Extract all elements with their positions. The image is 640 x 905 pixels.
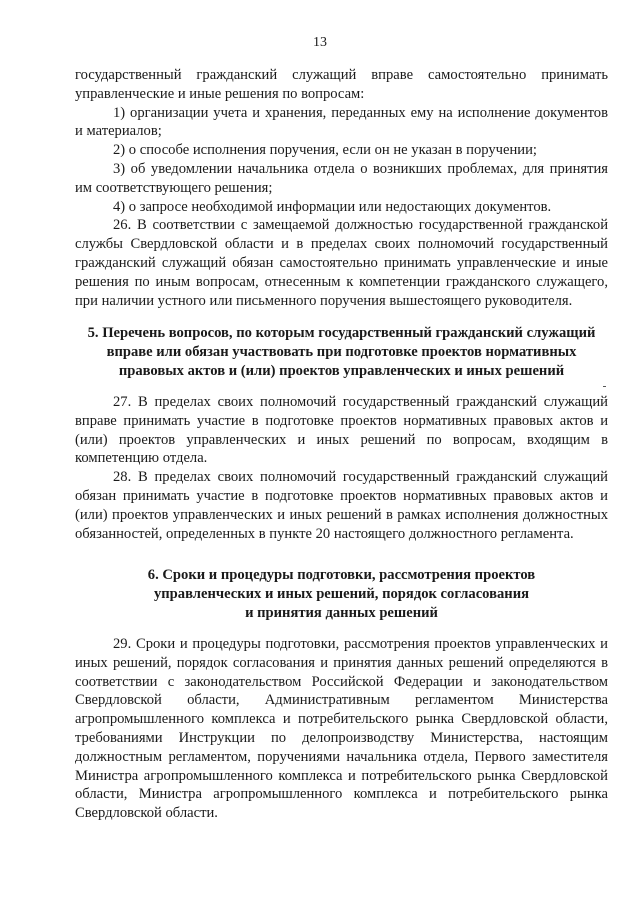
section-6-heading-line: 6. Сроки и процедуры подготовки, рассмотрения проектов — [147, 567, 536, 583]
section-6-heading — [75, 566, 608, 622]
clause-29: 29. Сроки и процедуры подготовки, рассмотрения проектов управленческих и иных решений, порядок согласования и принятия данных решений определяются в соответствии с законодательством Российской Федерации и законодательством Свердловской области, Административным регламентом Министерства агропромышленного комплекса и потребительского рынка Свердловской области, требованиями Инструкции по делопроизводству Министерства, настоящим должностным регламентом, поручениями начальника отдела, Первого заместителя Министра агропромышленного комплекса и потребительского рынка Свердловской области, Министра агропромышленного комплекса и потребительского рынка Свердловской области. — [75, 636, 608, 822]
section-5-heading-line: 5. Перечень вопросов, по которым государственный гражданский служащий — [87, 325, 596, 341]
section-6-heading-line: управленческих и иных решений, порядок согласования — [153, 585, 530, 602]
text-block-clause-25-26 — [75, 66, 608, 310]
list-item-4: 4) о запросе необходимой информации или недостающих документов. — [113, 198, 552, 215]
list-item-1: 1) организации учета и хранения, переданных ему на исполнение документов и материалов; — [75, 104, 608, 140]
scan-artifact — [603, 386, 606, 387]
clause-28: 28. В пределах своих полномочий государственный гражданский служащий обязан принимать участие в подготовке проектов нормативных правовых актов и (или) проектов управленческих и иных решений в рамках исполнения должностных обязанностей, определенных в пункте 20 настоящего должностного регламента. — [75, 469, 608, 542]
page-number: 13 — [313, 35, 327, 50]
text-block-section-6 — [75, 635, 608, 823]
paragraph-continuation: государственный гражданский служащий вправе самостоятельно принимать управленческие и иные решения по вопросам: — [75, 67, 608, 102]
list-item-2: 2) о способе исполнения поручения, если он не указан в поручении; — [113, 142, 537, 159]
section-5-heading — [75, 324, 608, 380]
section-6-heading-line: и принятия данных решений — [245, 604, 438, 621]
section-5-heading-line: правовых актов и (или) проектов управленческих и иных решений — [118, 362, 565, 379]
section-5-heading-line: вправе или обязан участвовать при подготовке проектов нормативных — [106, 343, 577, 360]
clause-26: 26. В соответствии с замещаемой должностью государственной гражданской службы Свердловской области и в пределах своих полномочий государственный гражданский служащий обязан самостоятельно принимать управленческие и иные решения по иным вопросам, отнесенным к компетенции гражданского служащего, при наличии устного или письменного поручения вышестоящего руководителя. — [75, 217, 608, 309]
list-item-3: 3) об уведомлении начальника отдела о возникших проблемах, для принятия им соответствующего решения; — [75, 160, 608, 196]
text-block-section-5 — [75, 393, 608, 543]
clause-27: 27. В пределах своих полномочий государственный гражданский служащий вправе принимать участие в подготовке проектов нормативных правовых актов и (или) проектов управленческих и иных решений по вопросам, входящим в компетенцию отдела. — [75, 394, 608, 467]
